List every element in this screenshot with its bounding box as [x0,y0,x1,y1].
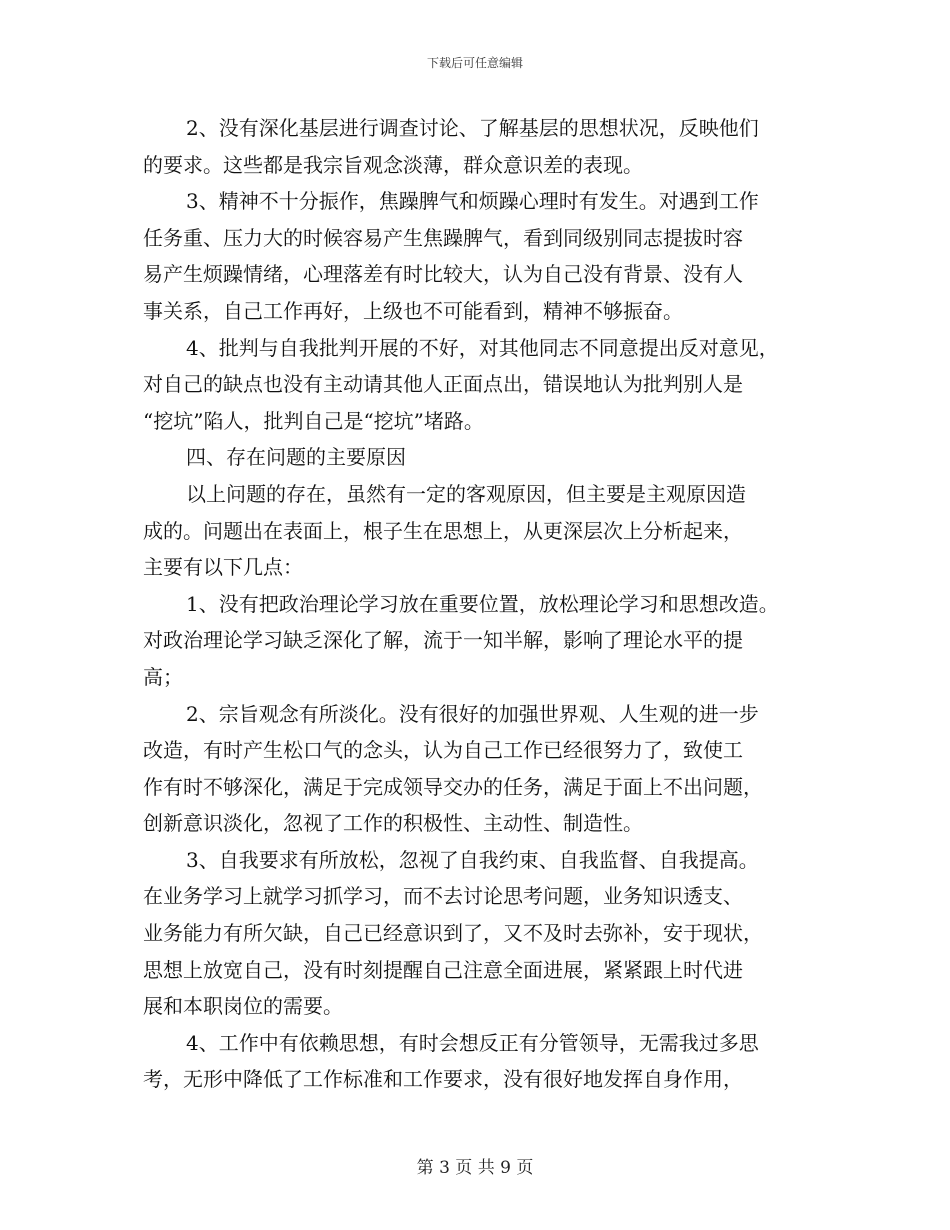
paragraph-line: 的要求。这些都是我宗旨观念淡薄，群众意识差的表现。 [143,152,643,177]
paragraph-line: 展和本职岗位的需要。 [143,994,343,1019]
paragraph-line: 考，无形中降低了工作标准和工作要求，没有很好地发挥自身作用， [143,1067,743,1092]
paragraph-line: 3、自我要求有所放松，忽视了自我约束、自我监督、自我提高。 [186,847,759,872]
paragraph-line: 作有时不够深化，满足于完成领导交办的任务，满足于面上不出问题， [143,774,763,799]
paragraph-line: 以上问题的存在，虽然有一定的客观原因，但主要是主观原因造 [186,481,746,506]
paragraph-line: 改造，有时产生松口气的念头，认为自己工作已经很努力了，致使工 [143,738,743,763]
paragraph-line: 任务重、压力大的时候容易产生焦躁脾气，看到同级别同志提拔时容 [143,225,743,250]
paragraph-line: 思想上放宽自己，没有时刻提醒自己注意全面进展，紧紧跟上时代进 [143,957,743,982]
paragraph-line: 业务能力有所欠缺，自己已经意识到了，又不及时去弥补，安于现状， [143,921,763,946]
paragraph-line: 成的。问题出在表面上，根子生在思想上，从更深层次上分析起来， [143,518,743,543]
paragraph-line: 2、宗旨观念有所淡化。没有很好的加强世界观、人生观的进一步 [186,701,759,726]
paragraph-line: “挖坑”陷人，批判自己是“挖坑”堵路。 [143,408,484,433]
paragraph-line: 对政治理论学习缺乏深化了解，流于一知半解，影响了理论水平的提 [143,628,743,653]
page-number-footer: 第 3 页 共 9 页 [416,1158,534,1178]
paragraph-line: 4、工作中有依赖思想，有时会想反正有分管领导，无需我过多思 [186,1030,759,1055]
document-body [143,110,843,1098]
paragraph-line: 易产生烦躁情绪，心理落差有时比较大，认为自己没有背景、没有人 [143,262,743,287]
paragraph-line: 1、没有把政治理论学习放在重要位置，放松理论学习和思想改造。 [186,591,779,616]
paragraph-line: 在业务学习上就学习抓学习，而不去讨论思考问题，业务知识透支、 [143,884,743,909]
paragraph-line: 对自己的缺点也没有主动请其他人正面点出，错误地认为批判别人是 [143,372,743,397]
paragraph-line: 创新意识淡化，忽视了工作的积极性、主动性、制造性。 [143,811,643,836]
section-heading: 四、存在问题的主要原因 [186,445,406,470]
paragraph-line: 2、没有深化基层进行调查讨论、了解基层的思想状况，反映他们 [186,116,759,140]
page-header: 下载后可任意编辑 [426,56,523,70]
paragraph-line: 高； [143,664,183,689]
paragraph-line: 主要有以下几点： [143,555,303,580]
paragraph-line: 3、精神不十分振作，焦躁脾气和烦躁心理时有发生。对遇到工作 [186,189,759,214]
paragraph-line: 事关系，自己工作再好，上级也不可能看到，精神不够振奋。 [143,298,683,323]
paragraph-line: 4、批判与自我批判开展的不好，对其他同志不同意提出反对意见， [186,335,779,360]
